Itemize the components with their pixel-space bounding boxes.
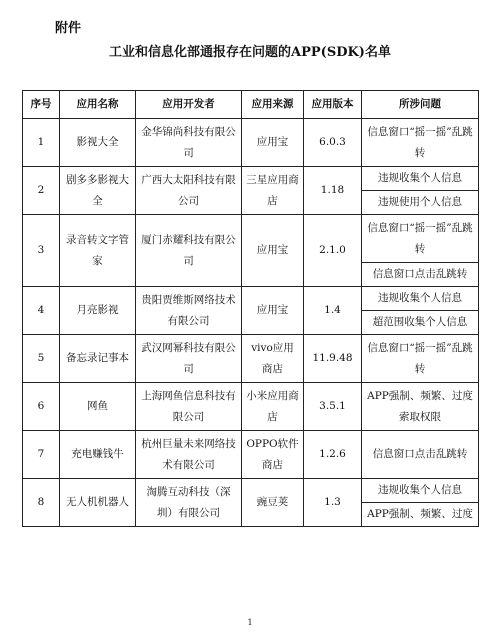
attachment-label: 附件 <box>55 21 82 36</box>
cell-issue: 信息窗口点击乱跳转 <box>362 263 479 287</box>
cell-developer: 厦门赤耀科技有限公司 <box>136 215 242 287</box>
cell-developer: 广西大太阳科技有限公司 <box>136 167 242 215</box>
cell-no: 1 <box>23 119 60 167</box>
cell-developer: 杭州巨量未来网络技术有限公司 <box>136 431 242 479</box>
header-no: 序号 <box>23 91 60 119</box>
cell-app-name: 无人机机器人 <box>60 479 136 527</box>
cell-no: 5 <box>23 335 60 383</box>
cell-issue: 信息窗口点击乱跳转 <box>362 431 479 479</box>
cell-source: vivo应用商店 <box>242 335 304 383</box>
app-list-table <box>22 90 479 527</box>
cell-app-name: 剧多多影视大全 <box>60 167 136 215</box>
cell-version: 1.3 <box>304 479 362 527</box>
cell-no: 6 <box>23 383 60 431</box>
cell-app-name: 录音转文字管家 <box>60 215 136 287</box>
table-row <box>23 431 479 479</box>
cell-issue: 违规收集个人信息 <box>362 167 479 191</box>
cell-issue: 超范围收集个人信息 <box>362 311 479 335</box>
cell-source: OPPO软件商店 <box>242 431 304 479</box>
cell-no: 3 <box>23 215 60 287</box>
cell-developer: 贵阳贾维斯网络技术有限公司 <box>136 287 242 335</box>
cell-source: 应用宝 <box>242 215 304 287</box>
table-header-row <box>23 91 479 119</box>
header-developer: 应用开发者 <box>136 91 242 119</box>
cell-app-name: 网鱼 <box>60 383 136 431</box>
cell-issue: 信息窗口“摇一摇”乱跳转 <box>362 215 479 263</box>
cell-no: 7 <box>23 431 60 479</box>
cell-source: 三星应用商店 <box>242 167 304 215</box>
cell-developer: 金华锦尚科技有限公司 <box>136 119 242 167</box>
cell-issue: APP强制、频繁、过度索取权限 <box>362 383 479 431</box>
header-issues: 所涉问题 <box>362 91 479 119</box>
table-row <box>23 479 479 503</box>
cell-version: 2.1.0 <box>304 215 362 287</box>
cell-version: 6.0.3 <box>304 119 362 167</box>
cell-source: 豌豆荚 <box>242 479 304 527</box>
cell-source: 应用宝 <box>242 119 304 167</box>
cell-issue: APP强制、频繁、过度 <box>362 503 479 527</box>
table-row <box>23 383 479 431</box>
header-app-name: 应用名称 <box>60 91 136 119</box>
cell-no: 4 <box>23 287 60 335</box>
cell-version: 1.2.6 <box>304 431 362 479</box>
cell-developer: 武汉网幂科技有限公司 <box>136 335 242 383</box>
cell-app-name: 备忘录记事本 <box>60 335 136 383</box>
cell-no: 2 <box>23 167 60 215</box>
table-row <box>23 287 479 311</box>
table-row <box>23 215 479 263</box>
table-row <box>23 335 479 383</box>
cell-app-name: 月亮影视 <box>60 287 136 335</box>
cell-issue: 违规收集个人信息 <box>362 479 479 503</box>
cell-app-name: 影视大全 <box>60 119 136 167</box>
cell-no: 8 <box>23 479 60 527</box>
document-title: 工业和信息化部通报存在问题的APP(SDK)名单 <box>109 45 391 60</box>
header-source: 应用来源 <box>242 91 304 119</box>
header-version: 应用版本 <box>304 91 362 119</box>
cell-source: 小米应用商店 <box>242 383 304 431</box>
table-row <box>23 167 479 191</box>
page-number: 1 <box>247 618 253 627</box>
table-row <box>23 119 479 167</box>
cell-version: 3.5.1 <box>304 383 362 431</box>
cell-issue: 违规使用个人信息 <box>362 191 479 215</box>
cell-version: 1.18 <box>304 167 362 215</box>
cell-developer: 上海网鱼信息科技有限公司 <box>136 383 242 431</box>
cell-app-name: 充电赚钱牛 <box>60 431 136 479</box>
cell-version: 1.4 <box>304 287 362 335</box>
cell-developer: 淘腾互动科技（深圳）有限公司 <box>136 479 242 527</box>
cell-version: 11.9.48 <box>304 335 362 383</box>
cell-issue: 违规收集个人信息 <box>362 287 479 311</box>
cell-issue: 信息窗口“摇一摇”乱跳转 <box>362 335 479 383</box>
cell-issue: 信息窗口“摇一摇”乱跳转 <box>362 119 479 167</box>
cell-source: 应用宝 <box>242 287 304 335</box>
